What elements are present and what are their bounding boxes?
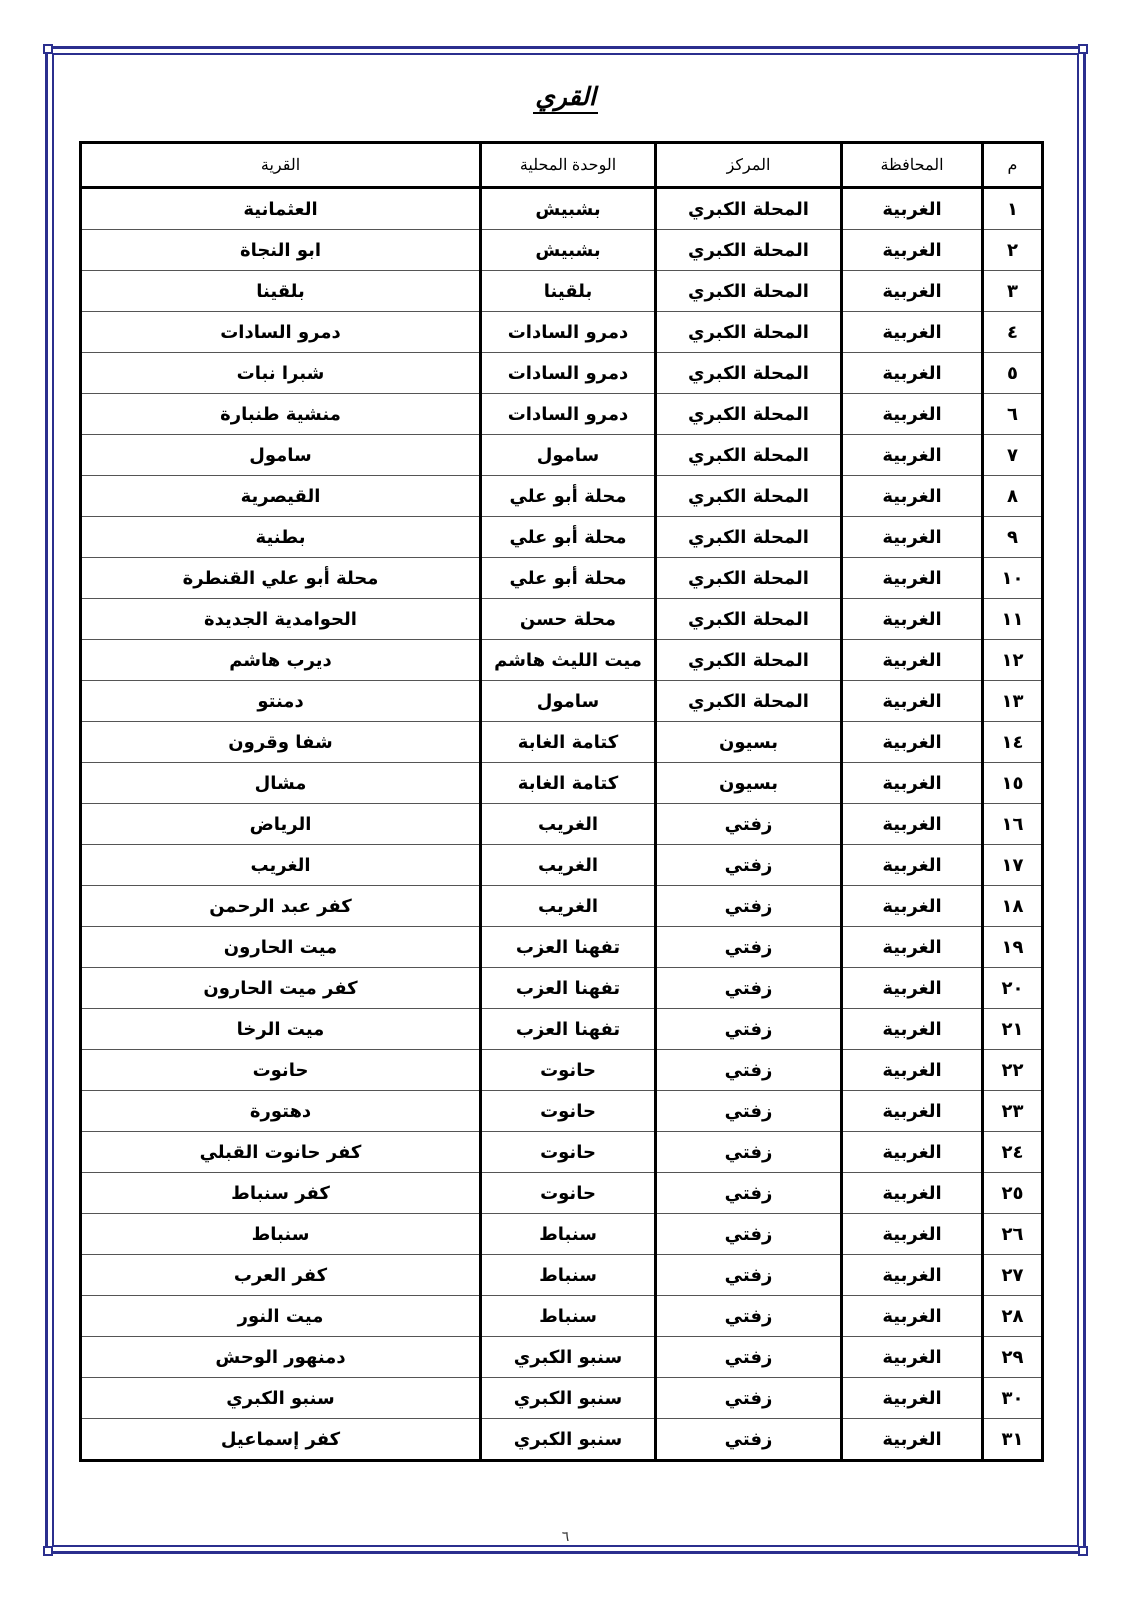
cell-governorate: الغربية xyxy=(842,1214,983,1255)
cell-local-unit: دمرو السادات xyxy=(481,312,656,353)
table-row xyxy=(81,1009,1043,1050)
cell-village: سنباط xyxy=(81,1214,481,1255)
cell-governorate: الغربية xyxy=(842,640,983,681)
cell-num: ١٣ xyxy=(983,681,1043,722)
table-row xyxy=(81,312,1043,353)
cell-local-unit: محلة أبو علي xyxy=(481,517,656,558)
cell-governorate: الغربية xyxy=(842,394,983,435)
cell-governorate: الغربية xyxy=(842,1009,983,1050)
table-row xyxy=(81,681,1043,722)
cell-village: الحوامدية الجديدة xyxy=(81,599,481,640)
cell-center: المحلة الكبري xyxy=(656,188,842,230)
cell-village: العثمانية xyxy=(81,188,481,230)
header-local-unit: الوحدة المحلية xyxy=(481,143,656,188)
cell-center: زفتي xyxy=(656,1132,842,1173)
cell-village: كفر ميت الحارون xyxy=(81,968,481,1009)
table-row xyxy=(81,640,1043,681)
cell-governorate: الغربية xyxy=(842,1255,983,1296)
cell-governorate: الغربية xyxy=(842,886,983,927)
cell-num: ٨ xyxy=(983,476,1043,517)
cell-local-unit: حانوت xyxy=(481,1050,656,1091)
cell-num: ٦ xyxy=(983,394,1043,435)
cell-num: ١٥ xyxy=(983,763,1043,804)
cell-village: محلة أبو علي القنطرة xyxy=(81,558,481,599)
cell-governorate: الغربية xyxy=(842,1091,983,1132)
cell-local-unit: محلة حسن xyxy=(481,599,656,640)
table-row xyxy=(81,1337,1043,1378)
cell-governorate: الغربية xyxy=(842,845,983,886)
cell-num: ٣١ xyxy=(983,1419,1043,1461)
cell-local-unit: سنباط xyxy=(481,1255,656,1296)
cell-village: دمنهور الوحش xyxy=(81,1337,481,1378)
cell-village: حانوت xyxy=(81,1050,481,1091)
table-row xyxy=(81,968,1043,1009)
border-corner-top-right xyxy=(1078,44,1088,54)
cell-num: ١٨ xyxy=(983,886,1043,927)
table-row xyxy=(81,1419,1043,1461)
cell-center: زفتي xyxy=(656,1214,842,1255)
cell-village: كفر سنباط xyxy=(81,1173,481,1214)
cell-center: بسيون xyxy=(656,763,842,804)
table-row xyxy=(81,230,1043,271)
cell-village: ميت الرخا xyxy=(81,1009,481,1050)
villages-table xyxy=(79,141,1044,1462)
cell-governorate: الغربية xyxy=(842,1296,983,1337)
cell-governorate: الغربية xyxy=(842,1132,983,1173)
cell-center: زفتي xyxy=(656,1419,842,1461)
cell-num: ٩ xyxy=(983,517,1043,558)
page-title: القري xyxy=(533,82,598,114)
cell-num: ١ xyxy=(983,188,1043,230)
cell-local-unit: تفهنا العزب xyxy=(481,1009,656,1050)
border-corner-bottom-left xyxy=(43,1546,53,1556)
border-corner-bottom-right xyxy=(1078,1546,1088,1556)
cell-governorate: الغربية xyxy=(842,722,983,763)
cell-governorate: الغربية xyxy=(842,435,983,476)
cell-village: بطنية xyxy=(81,517,481,558)
cell-local-unit: ميت الليث هاشم xyxy=(481,640,656,681)
cell-governorate: الغربية xyxy=(842,1378,983,1419)
table-row xyxy=(81,804,1043,845)
cell-center: زفتي xyxy=(656,1255,842,1296)
cell-center: زفتي xyxy=(656,1378,842,1419)
cell-governorate: الغربية xyxy=(842,1050,983,1091)
cell-num: ٣٠ xyxy=(983,1378,1043,1419)
cell-governorate: الغربية xyxy=(842,517,983,558)
table-row xyxy=(81,188,1043,230)
cell-village: كفر عبد الرحمن xyxy=(81,886,481,927)
cell-local-unit: سامول xyxy=(481,681,656,722)
table-row xyxy=(81,271,1043,312)
cell-governorate: الغربية xyxy=(842,188,983,230)
table-row xyxy=(81,1214,1043,1255)
table-row xyxy=(81,394,1043,435)
cell-center: المحلة الكبري xyxy=(656,271,842,312)
cell-village: الغريب xyxy=(81,845,481,886)
cell-village: دهتورة xyxy=(81,1091,481,1132)
cell-local-unit: الغريب xyxy=(481,886,656,927)
table-row xyxy=(81,435,1043,476)
cell-num: ١٠ xyxy=(983,558,1043,599)
cell-center: بسيون xyxy=(656,722,842,763)
cell-local-unit: الغريب xyxy=(481,804,656,845)
cell-local-unit: تفهنا العزب xyxy=(481,968,656,1009)
cell-center: المحلة الكبري xyxy=(656,681,842,722)
cell-num: ١١ xyxy=(983,599,1043,640)
table-row xyxy=(81,1296,1043,1337)
cell-local-unit: محلة أبو علي xyxy=(481,558,656,599)
cell-local-unit: محلة أبو علي xyxy=(481,476,656,517)
cell-governorate: الغربية xyxy=(842,476,983,517)
cell-village: شفا وقرون xyxy=(81,722,481,763)
cell-center: المحلة الكبري xyxy=(656,312,842,353)
table-row xyxy=(81,722,1043,763)
header-center: المركز xyxy=(656,143,842,188)
cell-governorate: الغربية xyxy=(842,230,983,271)
cell-center: المحلة الكبري xyxy=(656,558,842,599)
cell-village: كفر حانوت القبلي xyxy=(81,1132,481,1173)
table-row xyxy=(81,845,1043,886)
table-row xyxy=(81,599,1043,640)
cell-village: دمرو السادات xyxy=(81,312,481,353)
table-row xyxy=(81,763,1043,804)
cell-center: زفتي xyxy=(656,1091,842,1132)
cell-village: كفر العرب xyxy=(81,1255,481,1296)
cell-num: ١٢ xyxy=(983,640,1043,681)
cell-center: زفتي xyxy=(656,968,842,1009)
cell-num: ١٧ xyxy=(983,845,1043,886)
cell-center: زفتي xyxy=(656,1050,842,1091)
cell-local-unit: دمرو السادات xyxy=(481,353,656,394)
cell-local-unit: الغريب xyxy=(481,845,656,886)
table-row xyxy=(81,558,1043,599)
cell-num: ٢٣ xyxy=(983,1091,1043,1132)
cell-local-unit: كتامة الغابة xyxy=(481,763,656,804)
table-row xyxy=(81,1132,1043,1173)
table-row xyxy=(81,1050,1043,1091)
cell-governorate: الغربية xyxy=(842,312,983,353)
header-governorate: المحافظة xyxy=(842,143,983,188)
table-row xyxy=(81,353,1043,394)
cell-governorate: الغربية xyxy=(842,558,983,599)
cell-village: كفر إسماعيل xyxy=(81,1419,481,1461)
cell-local-unit: حانوت xyxy=(481,1091,656,1132)
cell-local-unit: سنباط xyxy=(481,1214,656,1255)
cell-center: زفتي xyxy=(656,1296,842,1337)
cell-governorate: الغربية xyxy=(842,271,983,312)
cell-village: ديرب هاشم xyxy=(81,640,481,681)
cell-local-unit: كتامة الغابة xyxy=(481,722,656,763)
cell-village: سنبو الكبري xyxy=(81,1378,481,1419)
cell-center: زفتي xyxy=(656,845,842,886)
cell-village: شبرا نبات xyxy=(81,353,481,394)
cell-local-unit: حانوت xyxy=(481,1132,656,1173)
cell-village: ميت الحارون xyxy=(81,927,481,968)
table-row xyxy=(81,517,1043,558)
cell-num: ٣ xyxy=(983,271,1043,312)
table-row xyxy=(81,927,1043,968)
cell-local-unit: دمرو السادات xyxy=(481,394,656,435)
page-number: ٦ xyxy=(561,1528,570,1544)
cell-num: ٢٧ xyxy=(983,1255,1043,1296)
cell-governorate: الغربية xyxy=(842,804,983,845)
cell-local-unit: سنبو الكبري xyxy=(481,1378,656,1419)
page-title-wrapper xyxy=(0,82,1131,111)
cell-local-unit: بلقينا xyxy=(481,271,656,312)
table-header-row xyxy=(81,143,1043,188)
cell-local-unit: سنباط xyxy=(481,1296,656,1337)
cell-village: ابو النجاة xyxy=(81,230,481,271)
cell-num: ٥ xyxy=(983,353,1043,394)
table-body xyxy=(81,188,1043,1461)
cell-governorate: الغربية xyxy=(842,927,983,968)
cell-center: المحلة الكبري xyxy=(656,353,842,394)
cell-center: زفتي xyxy=(656,804,842,845)
cell-governorate: الغربية xyxy=(842,763,983,804)
cell-num: ١٩ xyxy=(983,927,1043,968)
cell-village: مشال xyxy=(81,763,481,804)
cell-center: المحلة الكبري xyxy=(656,230,842,271)
cell-governorate: الغربية xyxy=(842,353,983,394)
cell-num: ٤ xyxy=(983,312,1043,353)
cell-local-unit: سامول xyxy=(481,435,656,476)
cell-governorate: الغربية xyxy=(842,968,983,1009)
cell-center: المحلة الكبري xyxy=(656,394,842,435)
table-row xyxy=(81,476,1043,517)
border-corner-top-left xyxy=(43,44,53,54)
cell-center: زفتي xyxy=(656,886,842,927)
table-row xyxy=(81,886,1043,927)
table-row xyxy=(81,1378,1043,1419)
cell-center: زفتي xyxy=(656,1173,842,1214)
cell-local-unit: بشبيش xyxy=(481,230,656,271)
header-village: القرية xyxy=(81,143,481,188)
cell-num: ٢٩ xyxy=(983,1337,1043,1378)
cell-num: ١٦ xyxy=(983,804,1043,845)
cell-center: المحلة الكبري xyxy=(656,435,842,476)
cell-village: الرياض xyxy=(81,804,481,845)
cell-num: ٢٤ xyxy=(983,1132,1043,1173)
table-row xyxy=(81,1091,1043,1132)
header-num: م xyxy=(983,143,1043,188)
cell-village: منشية طنبارة xyxy=(81,394,481,435)
cell-num: ٢ xyxy=(983,230,1043,271)
cell-village: سامول xyxy=(81,435,481,476)
cell-center: زفتي xyxy=(656,927,842,968)
cell-village: ميت النور xyxy=(81,1296,481,1337)
cell-local-unit: تفهنا العزب xyxy=(481,927,656,968)
cell-center: المحلة الكبري xyxy=(656,517,842,558)
cell-village: دمنتو xyxy=(81,681,481,722)
cell-num: ٢٠ xyxy=(983,968,1043,1009)
cell-governorate: الغربية xyxy=(842,1419,983,1461)
table-row xyxy=(81,1255,1043,1296)
cell-center: زفتي xyxy=(656,1009,842,1050)
cell-num: ٢١ xyxy=(983,1009,1043,1050)
cell-village: القيصرية xyxy=(81,476,481,517)
cell-governorate: الغربية xyxy=(842,681,983,722)
cell-governorate: الغربية xyxy=(842,1337,983,1378)
cell-local-unit: سنبو الكبري xyxy=(481,1419,656,1461)
table-row xyxy=(81,1173,1043,1214)
cell-village: بلقينا xyxy=(81,271,481,312)
cell-governorate: الغربية xyxy=(842,1173,983,1214)
cell-center: المحلة الكبري xyxy=(656,599,842,640)
cell-num: ١٤ xyxy=(983,722,1043,763)
cell-center: المحلة الكبري xyxy=(656,640,842,681)
cell-num: ٢٨ xyxy=(983,1296,1043,1337)
cell-num: ٢٢ xyxy=(983,1050,1043,1091)
cell-num: ٢٥ xyxy=(983,1173,1043,1214)
cell-governorate: الغربية xyxy=(842,599,983,640)
cell-num: ٢٦ xyxy=(983,1214,1043,1255)
cell-center: المحلة الكبري xyxy=(656,476,842,517)
cell-local-unit: حانوت xyxy=(481,1173,656,1214)
cell-center: زفتي xyxy=(656,1337,842,1378)
cell-num: ٧ xyxy=(983,435,1043,476)
cell-local-unit: بشبيش xyxy=(481,188,656,230)
cell-local-unit: سنبو الكبري xyxy=(481,1337,656,1378)
